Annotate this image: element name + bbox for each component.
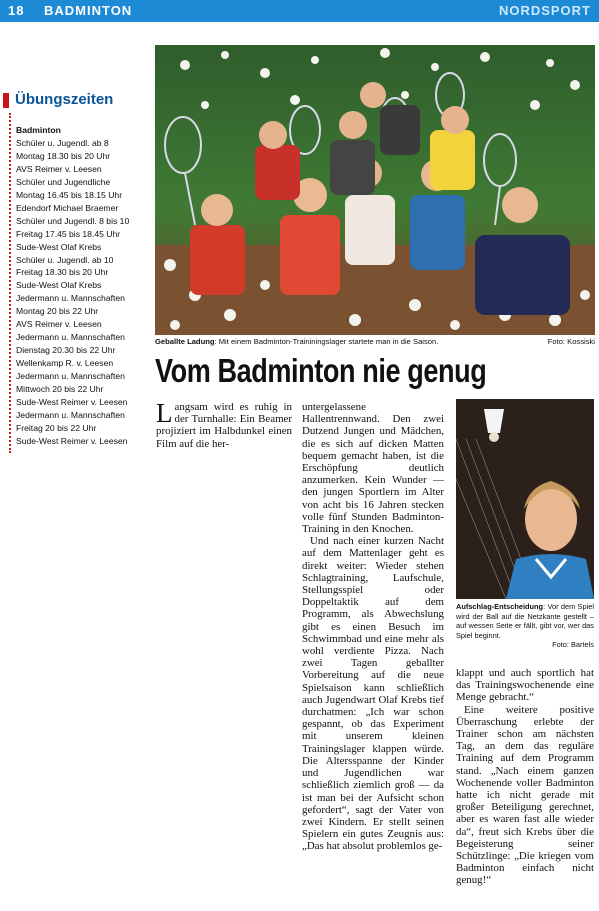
schedule-entry: Montag 18.30 bis 20 Uhr — [16, 150, 111, 161]
photo-credit: Foto: Bartels — [552, 640, 594, 650]
schedule-entry: Freitag 20 bis 22 Uhr — [16, 422, 97, 433]
photo-credit: Foto: Kossiski — [547, 337, 595, 346]
sidebar-marker — [3, 93, 9, 108]
article-column-3 — [456, 667, 594, 887]
paragraph: angsam wird es ruhig in der Turnhalle: Ein Beamer projiziert im Halbdunkel einen Film auf die her- — [156, 401, 292, 450]
caption-label: Geballte Ladung — [155, 337, 215, 346]
schedule-entry: Sude-West Olaf Krebs — [16, 280, 102, 291]
sidebar-dotted-line — [9, 113, 11, 453]
sidebar-title: Übungszeiten — [15, 91, 114, 108]
page-number: 18 — [8, 3, 25, 18]
schedule-entry: Montag 16.45 bis 18.15 Uhr — [16, 189, 123, 200]
article-column-1 — [156, 398, 292, 450]
side-photo-caption — [456, 602, 594, 650]
schedule-entry: Sude-West Reimer v. Leesen — [16, 397, 128, 408]
paragraph: untergelassene Hallentrennwand. Den zwei Dutzend Jungen und Mädchen, die es sich auf dicken Matten bequem gemacht haben, ist die Erschöpfung deutlich anzumerken. Kein Wunder — den jungen Sportlern im Alter von acht bis 16 Jahren stecken volle fünf Stunden Badminton-Training in den Knochen. — [302, 401, 444, 536]
paragraph: klappt und auch sportlich hat das Trainingswochenende eine Menge gebracht.“ — [456, 667, 594, 704]
schedule-entry: Jedermann u. Mannschaften — [16, 293, 125, 304]
schedule-entry: Edendorf Michael Braemer — [16, 202, 119, 213]
section-title: BADMINTON — [44, 3, 133, 18]
article-column-2 — [302, 401, 444, 853]
schedule-entry: Dienstag 20.30 bis 22 Uhr — [16, 345, 116, 356]
schedule-entry: Jedermann u. Mannschaften — [16, 409, 125, 420]
section-right-label: NORDSPORT — [498, 3, 591, 18]
schedule-entry: Schüler u. Jugendl. ab 8 — [16, 137, 109, 148]
main-photo-caption — [155, 337, 595, 346]
caption-text: : Vor dem Spiel wird der Ball auf die Netzkante gestellt – auf wessen Seite er fällt, gibt vor, wer das Spiel beginnt. — [456, 602, 594, 640]
schedule-entry: Mittwoch 20 bis 22 Uhr — [16, 384, 104, 395]
schedule-entry: Freitag 18.30 bis 20 Uhr — [16, 267, 109, 278]
paragraph: Eine weitere positive Überraschung erlebte der Trainer schon am nächsten Tag, an dem das reguläre Training auf dem Programm stand. „Nach einem ganzen Wochenende voller Badminton hatte ich nicht gerade mit großer Beteiligung gerechnet, aber es waren fast alle wieder da“, freut sich Krebs über die Begeisterung seiner Schützlinge: „Die kriegen vom Badminton einfach nicht genug!“ — [456, 703, 594, 887]
caption-label: Aufschlag-Entscheidung — [456, 602, 544, 611]
schedule-entry: Jedermann u. Mannschaften — [16, 371, 125, 382]
main-photo — [155, 45, 595, 335]
schedule-entry: AVS Reimer v. Leesen — [16, 319, 102, 330]
schedule-entry: Schüler und Jugendl. 8 bis 10 — [16, 215, 130, 226]
paragraph: Und nach einer kurzen Nacht auf dem Mattenlager geht es direkt weiter: Wieder stehen Schlagtraining, Laufschule, Stellungsspiel oder Doppeltaktik auf dem Programm, als Abwechslung gibt es einen Besuch im Schwimmbad und eine mehr als wohl verdiente Pizza. Nach zwei Tagen geballter Vorbereitung auf die neue Spielsaison kann schließlich auch Jugendwart Olaf Krebs tief durchatmen: „Ich war schon gespannt, ob das Experiment mit unserem kleinen Trainingslager klappen würde. Die Altersspanne der Kinder und Jugendlichen war schließlich ziemlich groß — da ist man bei der Aufsicht schon gefordert“, sagt der Vater von zwei Kindern. Er stellt seinen Spielern ein gutes Zeugnis aus: „Das hat absolut problemlos ge- — [302, 535, 444, 853]
drop-cap: L — [156, 398, 173, 428]
schedule-entry: Sude-West Reimer v. Leesen — [16, 435, 128, 446]
side-photo — [456, 399, 594, 599]
schedule-entry: Badminton — [16, 125, 61, 135]
caption-text: : Mit einem Badminton-Traininingslager startete man in die Saison. — [214, 337, 439, 346]
schedule-entry: AVS Reimer v. Leesen — [16, 163, 102, 174]
schedule-entry: Wellenkamp R. v. Leesen — [16, 358, 114, 369]
sidebar-list — [16, 124, 151, 448]
schedule-entry: Schüler u. Jugendl. ab 10 — [16, 254, 114, 265]
headline: Vom Badminton nie genug — [155, 352, 487, 389]
schedule-entry: Schüler und Jugendliche — [16, 176, 111, 187]
schedule-entry: Jedermann u. Mannschaften — [16, 332, 125, 343]
schedule-entry: Freitag 17.45 bis 18.45 Uhr — [16, 228, 121, 239]
schedule-entry: Montag 20 bis 22 Uhr — [16, 306, 99, 317]
schedule-entry: Sude-West Olaf Krebs — [16, 241, 102, 252]
